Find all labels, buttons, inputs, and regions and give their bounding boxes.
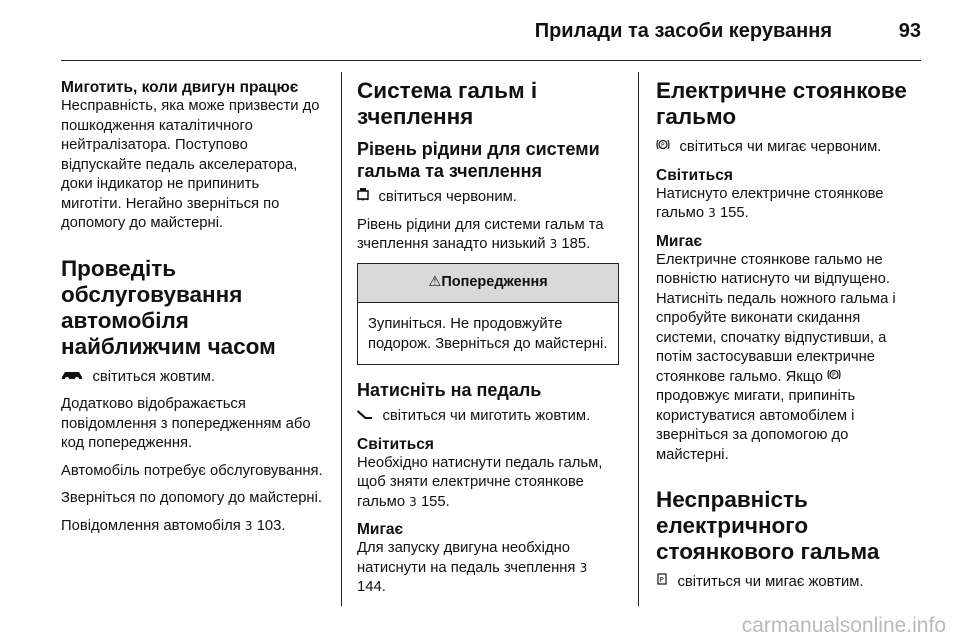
paragraph: Зверніться по допомогу до майстерні. xyxy=(61,490,323,506)
column-divider-1 xyxy=(341,72,342,606)
svg-text:P: P xyxy=(661,142,665,149)
parking-brake-icon xyxy=(827,369,841,385)
page-number: 93 xyxy=(898,20,921,42)
page-ref-icon: 3 xyxy=(708,206,716,220)
status-line xyxy=(357,407,619,427)
header-title: Прилади та засоби керування xyxy=(534,20,832,42)
paragraph: Повідомлення автомобіля 3 103. xyxy=(61,517,286,534)
fluid-level-icon xyxy=(357,189,373,205)
page-ref-icon: 3 xyxy=(409,494,417,509)
status-line xyxy=(61,368,323,388)
page-ref[interactable]: 155. xyxy=(719,205,749,221)
wrench-car-icon xyxy=(61,369,87,385)
status-line xyxy=(656,138,918,158)
subsection-title-pedal: Натисніть на педаль xyxy=(357,380,542,400)
watermark: carmanualsonline.info xyxy=(741,614,946,637)
page-ref-icon: 3 xyxy=(244,518,253,533)
page-ref[interactable]: 185. xyxy=(561,236,591,252)
subsection-title-fluid: Рівень рідини для системи гальма та зчеплення xyxy=(357,139,600,181)
section-title-parking-brake-fault: Несправність електричного стоянкового гальма xyxy=(656,487,880,564)
warning-header xyxy=(358,264,618,304)
paragraph: Рівень рідини для системи гальм та зчеплення занадто низький 3 185. xyxy=(357,216,604,252)
warning-triangle-icon: ⚠ xyxy=(428,273,442,290)
column-divider-2 xyxy=(638,72,639,606)
column-1 xyxy=(61,78,323,544)
column-3 xyxy=(656,78,918,601)
warning-text: Зупиніться. Не продовжуйте подорож. Зверніться до майстерні. xyxy=(368,316,608,352)
svg-text:P: P xyxy=(659,576,664,584)
page-ref-icon: 3 xyxy=(579,560,588,575)
parking-brake-icon xyxy=(656,139,674,155)
section-title-service: Проведіть обслуговування автомобіля найближчим часом xyxy=(61,255,276,359)
paragraph: Для запуску двигуна необхідно натиснути на педаль зчеплення 3 144. xyxy=(357,540,588,595)
svg-text:P: P xyxy=(832,371,836,379)
paragraph: Електричне стоянкове гальмо не повністю натиснуто чи відпущено. Натисніть педаль ножного гальма і спробуйте виконати скидання системи, спочатку відпустивши, а потім застосувавши електричне стоянкове гальмо. Якщо P продовжує мигати, припиніть користуватися автомобілем і зверніться за допомогою до майстерні. xyxy=(656,251,896,463)
paragraph: Необхідно натиснути педаль гальм, щоб зняти електричне стоянкове гальмо 3 155. xyxy=(357,454,603,510)
warning-title: Попередження xyxy=(441,273,548,290)
paragraph: Натиснуто електричне стоянкове гальмо 3 155. xyxy=(656,185,884,221)
heading-flashing: Мигає xyxy=(656,232,703,250)
parking-brake-fault-icon xyxy=(656,574,672,590)
column-2 xyxy=(357,78,619,606)
warning-box xyxy=(357,263,619,366)
section-title-brake-clutch: Система гальм і зчеплення xyxy=(357,78,538,129)
section-title-parking-brake: Електричне стоянкове гальмо xyxy=(656,78,907,129)
heading-lit: Світиться xyxy=(656,166,733,184)
page-ref[interactable]: 155. xyxy=(420,493,450,510)
status-text: світиться червоним. xyxy=(378,189,517,205)
pedal-icon xyxy=(357,408,377,424)
section-title-blinking: Миготить, коли двигун працює xyxy=(61,79,299,96)
status-text: світиться чи мигає червоним. xyxy=(679,139,882,155)
page-ref[interactable]: 103. xyxy=(256,517,286,534)
heading-flashing: Мигає xyxy=(357,521,404,538)
paragraph: Додатково відображається повідомлення з попередженням або код попередження. xyxy=(61,396,311,451)
status-text: світиться чи миготить жовтим. xyxy=(382,408,591,424)
header-divider xyxy=(61,60,921,61)
status-text: світиться чи мигає жовтим. xyxy=(677,574,864,590)
paragraph: Автомобіль потребує обслуговування. xyxy=(61,462,323,479)
page-ref[interactable]: 144. xyxy=(357,579,386,595)
page-ref-icon: 3 xyxy=(549,237,558,251)
paragraph: Несправність, яка може призвести до пошкодження каталітичного нейтралізатора. Поступово відпускайте педаль акселератора, доки індикатор не припинить миготіти. Негайно зверніться по допомогу до майстерні. xyxy=(61,98,320,231)
heading-lit: Світиться xyxy=(357,435,434,453)
status-line xyxy=(656,573,918,593)
status-text: світиться жовтим. xyxy=(92,368,216,385)
status-line xyxy=(357,188,619,208)
